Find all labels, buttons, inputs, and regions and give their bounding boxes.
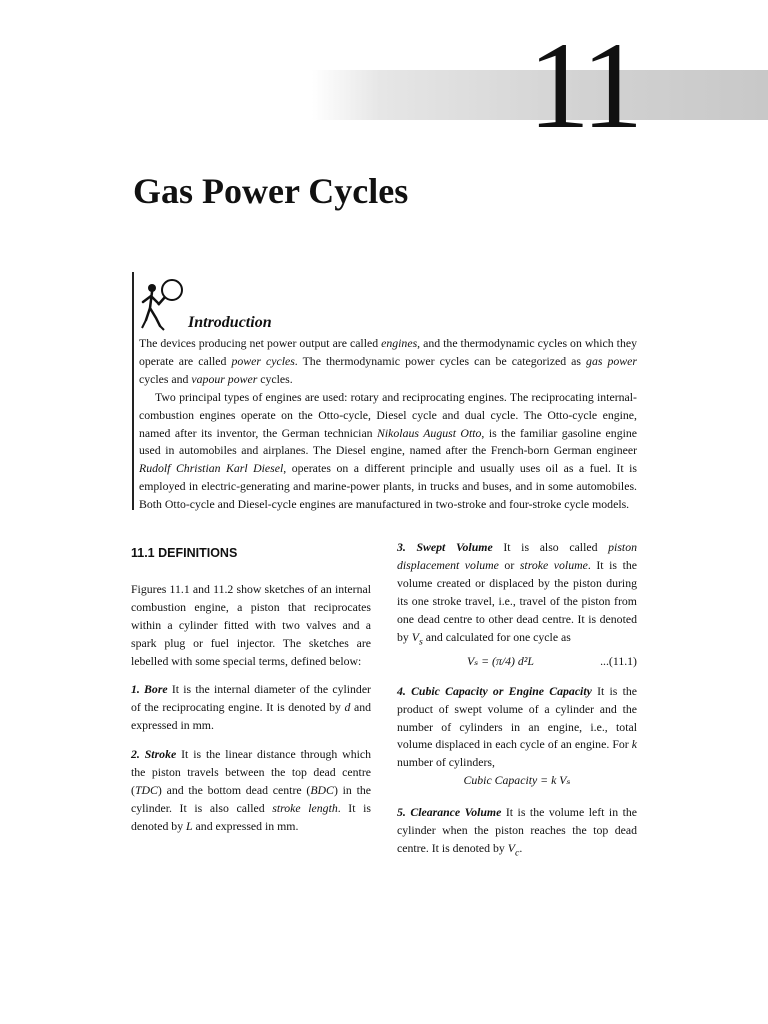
- definitions-intro: Figures 11.1 and 11.2 show sketches of an internal combustion engine, a piston that reciprocates within a cylinder fitted with two valves and a spark plug or fuel injector. The sketches are lebelled with some special terms, defined below:: [131, 581, 371, 668]
- intro-side-rule: [132, 272, 134, 510]
- intro-paragraph-2: Two principal types of engines are used: rotary and reciprocating engines. The reciprocating internal-combustion engines operate on the Otto-cycle, Diesel cycle and dual cycle. The Otto-cycle engine, named after its inventor, the German technician Nikolaus August Otto, is the familiar gasoline engine used in automobiles and airplanes. The Diesel engine, named after the French-born German engineer Rudolf Christian Karl Diesel, operates on a different principle and usually uses oil as a fuel. It is employed in electric-generating and marine-power plants, in trucks and buses, and in some automobiles. Both Otto-cycle and Diesel-cycle engines are manufactured in two-stroke and four-stroke cycle models.: [139, 389, 638, 512]
- definition-swept-volume: 3. Swept Volume It is also called piston displacement volume or stroke volume. It is the volume created or displaced by the piston during its one stroke travel, i.e., travel of the piston from one dead centre to other dead centre. It is denoted by $V_s$ and calculated for one cycle as: [397, 540, 637, 647]
- definition-bore: 1. Bore It is the internal diameter of the cylinder of the reciprocating engine. It is denoted by d and expressed in mm.: [131, 682, 372, 733]
- equation-11-1: Vₛ = (π/4) d²L ...(11.1): [397, 653, 637, 671]
- section-heading: 11.1 DEFINITIONS: [131, 546, 238, 560]
- equation-number: ...(11.1): [600, 653, 637, 668]
- figure-with-magnifier-icon: [138, 276, 188, 334]
- definition-cubic-capacity: 4. Cubic Capacity or Engine Capacity It is the product of swept volume of a cylinder and the number of cylinders in an engine, i.e., total volume displaced in each cycle of an engine. For k number of cylinders,: [397, 683, 637, 770]
- chapter-number: 11: [528, 17, 640, 154]
- definition-clearance-volume: 5. Clearance Volume It is the volume left in the cylinder when the piston reaches the top dead centre. It is denoted by $V_c$.: [397, 805, 637, 859]
- definition-stroke: 2. Stroke It is the linear distance through which the piston travels between the top dead centre (TDC) and the bottom dead centre (BDC) in the cylinder. It is also called stroke length. It is denoted by L and expressed in mm.: [131, 747, 371, 833]
- chapter-title: Gas Power Cycles: [133, 171, 409, 211]
- left-column: [131, 539, 371, 847]
- equation-cubic-capacity: Cubic Capacity = k Vₛ: [463, 773, 571, 788]
- intro-body: [139, 335, 637, 514]
- intro-paragraph-1: The devices producing net power output are called engines, and the thermodynamic cycles on which they operate are called power cycles. The thermodynamic power cycles can be categorized as gas power cycles and vapour power cycles.: [139, 336, 637, 386]
- intro-heading: Introduction: [188, 314, 272, 331]
- right-column: [397, 539, 637, 873]
